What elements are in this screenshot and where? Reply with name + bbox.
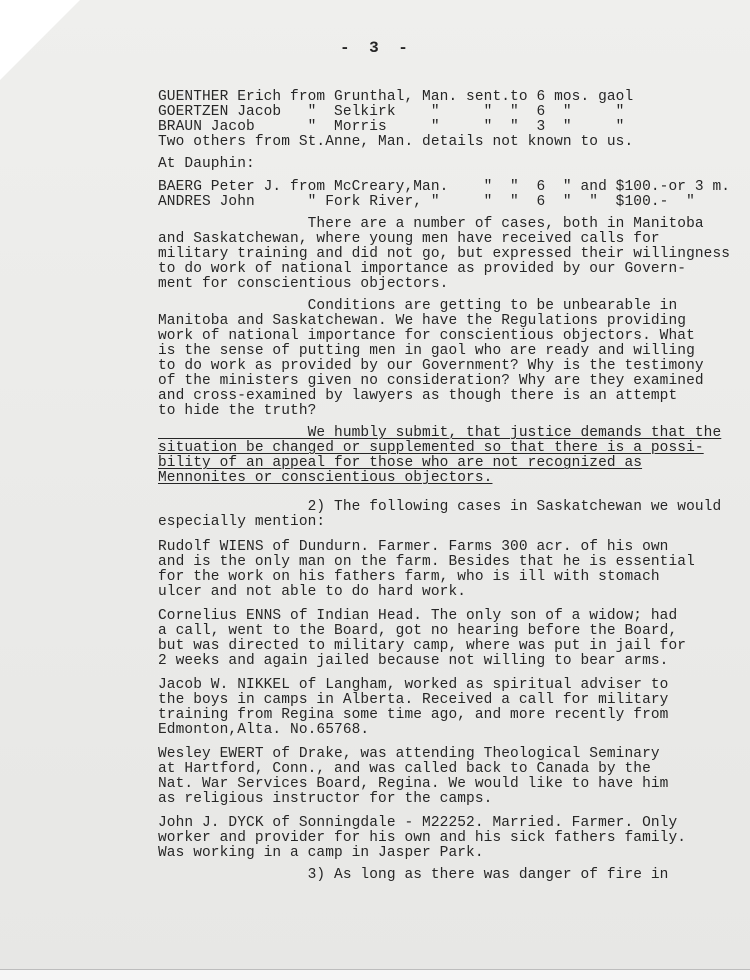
text-line: training from Regina some time ago, and more recently from (158, 707, 669, 723)
text-line: Wesley EWERT of Drake, was attending Theological Seminary (158, 746, 660, 762)
text-line: as religious instructor for the camps. (158, 791, 493, 807)
text-line: BRAUN Jacob " Morris " " " 3 " " (158, 119, 625, 135)
text-line: for the work on his fathers farm, who is ill with stomach (158, 569, 660, 585)
text-line: John J. DYCK of Sonningdale - M22252. Married. Farmer. Only (158, 815, 678, 831)
text-line: BAERG Peter J. from McCreary,Man. " " 6 " and $100.-or 3 m. (158, 179, 731, 195)
underlined-text-line: Mennonites or conscientious objectors. (158, 470, 493, 486)
text-line: worker and provider for his own and his sick fathers family. (158, 830, 687, 846)
text-line: 2) The following cases in Saskatchewan we would (158, 499, 722, 515)
text-line: and cross-examined by lawyers as though there is an attempt (158, 388, 678, 404)
text-line: 3) As long as there was danger of fire in (158, 867, 669, 883)
text-line: is the sense of putting men in gaol who are ready and willing (158, 343, 695, 359)
text-line: at Hartford, Conn., and was called back to Canada by the (158, 761, 651, 777)
text-line: of the ministers given no consideration? Why are they examined (158, 373, 704, 389)
text-line: Manitoba and Saskatchewan. We have the Regulations providing (158, 313, 687, 329)
folded-corner (0, 0, 80, 80)
text-line: military training and did not go, but expressed their willingness (158, 246, 731, 262)
underlined-text-line: We humbly submit, that justice demands that the (158, 425, 722, 441)
page-number: - 3 - (340, 39, 408, 57)
text-line: to do work as provided by our Government? Why is the testimony (158, 358, 704, 374)
text-line: GOERTZEN Jacob " Selkirk " " " 6 " " (158, 104, 625, 120)
text-line: and Saskatchewan, where young men have received calls for (158, 231, 660, 247)
text-line: Two others from St.Anne, Man. details not known to us. (158, 134, 634, 150)
text-line: but was directed to military camp, where was put in jail for (158, 638, 687, 654)
text-line: to hide the truth? (158, 403, 317, 419)
text-line: ANDRES John " Fork River, " " " 6 " " $100.- " (158, 194, 695, 210)
page-bottom-edge (0, 969, 750, 980)
text-line: Nat. War Services Board, Regina. We would like to have him (158, 776, 669, 792)
text-line: 2 weeks and again jailed because not willing to bear arms. (158, 653, 669, 669)
text-line: Was working in a camp in Jasper Park. (158, 845, 484, 861)
underlined-text-line: situation be changed or supplemented so that there is a possi- (158, 440, 704, 456)
text-line: to do work of national importance as provided by our Govern- (158, 261, 687, 277)
underlined-text-line: bility of an appeal for those who are not recognized as (158, 455, 643, 471)
text-line: Rudolf WIENS of Dundurn. Farmer. Farms 300 acr. of his own (158, 539, 669, 555)
text-line: especially mention: (158, 514, 326, 530)
section-heading: At Dauphin: (158, 156, 255, 172)
text-line: Conditions are getting to be unbearable in (158, 298, 678, 314)
text-line: ulcer and not able to do hard work. (158, 584, 467, 600)
text-line: There are a number of cases, both in Manitoba (158, 216, 704, 232)
text-line: ment for conscientious objectors. (158, 276, 449, 292)
text-line: GUENTHER Erich from Grunthal, Man. sent.to 6 mos. gaol (158, 89, 634, 105)
text-line: and is the only man on the farm. Besides that he is essential (158, 554, 695, 570)
text-line: the boys in camps in Alberta. Received a call for military (158, 692, 669, 708)
text-line: Edmonton,Alta. No.65768. (158, 722, 370, 738)
text-line: work of national importance for conscientious objectors. What (158, 328, 695, 344)
text-line: Cornelius ENNS of Indian Head. The only son of a widow; had (158, 608, 678, 624)
text-line: Jacob W. NIKKEL of Langham, worked as spiritual adviser to (158, 677, 669, 693)
text-line: a call, went to the Board, got no hearing before the Board, (158, 623, 678, 639)
